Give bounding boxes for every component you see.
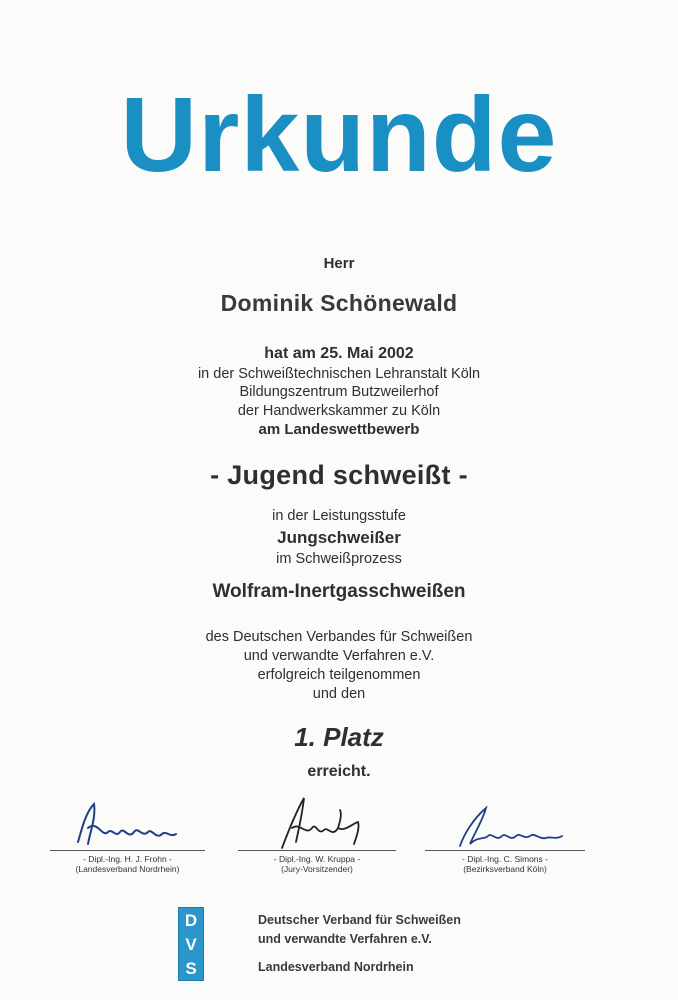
signature-line [50,850,205,851]
signature-block [238,792,396,874]
signatory-role: (Bezirksverband Köln) [463,864,547,874]
signature-block [50,798,205,874]
process-intro: im Schweißprozess [276,551,402,567]
competition-motto: - Jugend schweißt - [210,460,468,490]
signature-block [425,800,585,874]
salutation: Herr [323,255,355,272]
dvs-logo [178,907,204,981]
signatory-role: (Jury-Vorsitzender) [281,864,353,874]
organizer-line: und verwandte Verfahren e.V. [243,648,435,664]
placement: 1. Platz [294,722,384,752]
footer-org-line: und verwandte Verfahren e.V. [258,932,432,946]
level-name: Jungschweißer [277,528,401,547]
competition-line: am Landeswettbewerb [258,421,420,438]
footer-region: Landesverband Nordrhein [258,960,414,974]
logo-letter: V [185,934,197,954]
location-line: Bildungszentrum Butzweilerhof [239,384,439,400]
level-intro: in der Leistungsstufe [272,508,406,524]
recipient-name: Dominik Schönewald [220,290,458,316]
handwritten-signature [430,800,580,850]
signature-line [425,850,585,851]
logo-letter: D [184,910,198,930]
certificate-title: Urkunde [120,76,558,194]
process-name: Wolfram-Inertgasschweißen [212,581,466,602]
location-line: in der Schweißtechnischen Lehranstalt Köln [197,366,481,382]
signature-line [238,850,396,851]
signatory-name: - Dipl.-Ing. H. J. Frohn - [83,854,172,864]
date-line: hat am 25. Mai 2002 [264,345,414,362]
location-line: der Handwerkskammer zu Köln [237,403,441,419]
logo-letter: S [185,958,197,978]
organizer-line: des Deutschen Verbandes für Schweißen [205,629,473,645]
signatory-role: (Landesverband Nordrhein) [75,864,180,874]
handwritten-signature [242,792,392,850]
signatory-name: - Dipl.-Ing. W. Kruppa - [273,854,361,864]
handwritten-signature [58,798,198,850]
footer-org-line: Deutscher Verband für Schweißen [258,913,461,927]
achieved-text: erreicht. [307,763,371,780]
signatory-name: - Dipl.-Ing. C. Simons - [462,854,548,864]
organizer-line: und den [312,686,366,702]
organizer-line: erfolgreich teilgenommen [257,667,421,683]
